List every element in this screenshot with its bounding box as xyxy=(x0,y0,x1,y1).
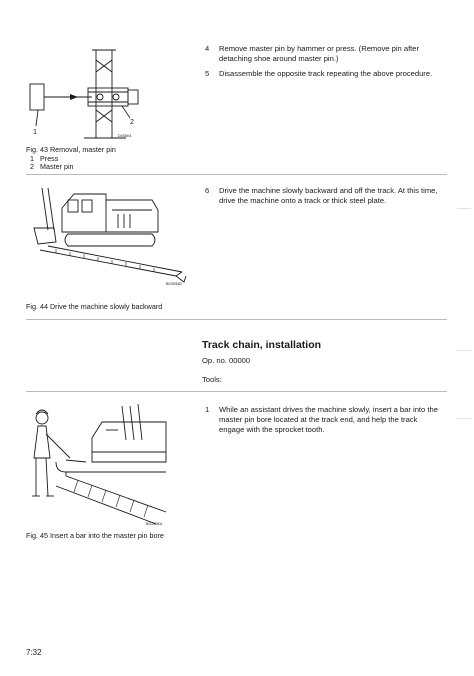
step-5-number: 5 xyxy=(205,69,210,78)
fig-43-item-1-num: 1 xyxy=(30,154,34,163)
divider-1 xyxy=(26,174,447,175)
step-6-text: Drive the machine slowly backward and off the track. At this time, drive the machine onto a track or thick steel plate. xyxy=(219,186,438,205)
fig-45-illustration xyxy=(26,400,172,530)
fig-43-code: D4S6K4 xyxy=(118,134,132,138)
tools-label: Tools: xyxy=(202,375,222,384)
operation-number: Op. no. 00000 xyxy=(202,356,251,365)
fig-45-caption: Fig. 45 Insert a bar into the master pin bore xyxy=(26,531,164,540)
fig-43-item-2-num: 2 xyxy=(30,162,34,171)
fig-44-caption: Fig. 44 Drive the machine slowly backward xyxy=(26,302,163,311)
fig-43-item-2-label: Master pin xyxy=(40,162,74,171)
fig-43-illustration xyxy=(26,44,166,144)
fig-43-callout-1: 1 xyxy=(33,127,37,136)
step-1-text: While an assistant drives the machine slowly, insert a bar into the master pin bore located at the track end, and help the track engage with the sprocket tooth. xyxy=(219,405,438,434)
step-4-number: 4 xyxy=(205,44,210,53)
page-number: 7:32 xyxy=(26,648,42,657)
fig-44-code: BG2BE82 xyxy=(166,282,182,286)
step-5-text: Disassemble the opposite track repeating the above procedure. xyxy=(219,69,433,78)
divider-2 xyxy=(26,319,447,320)
fig-44-illustration xyxy=(26,180,192,296)
step-4-text: Remove master pin by hammer or press. (Remove pin after detaching shoe around master pin.) xyxy=(219,44,420,63)
section-title: Track chain, installation xyxy=(202,339,322,351)
divider-3 xyxy=(26,391,447,392)
fig-43-callout-2: 2 xyxy=(130,117,134,126)
fig-43-item-1-label: Press xyxy=(40,154,59,163)
fig-43-item-2 xyxy=(30,162,74,171)
edge-mark-2 xyxy=(457,350,471,351)
edge-mark-3 xyxy=(457,418,471,419)
edge-mark-1 xyxy=(457,208,471,209)
fig-43-caption: Fig. 43 Removal, master pin xyxy=(26,145,116,154)
step-1-number: 1 xyxy=(205,405,210,414)
step-6-number: 6 xyxy=(205,186,210,195)
fig-45-code: BG2B3KA xyxy=(146,522,163,526)
